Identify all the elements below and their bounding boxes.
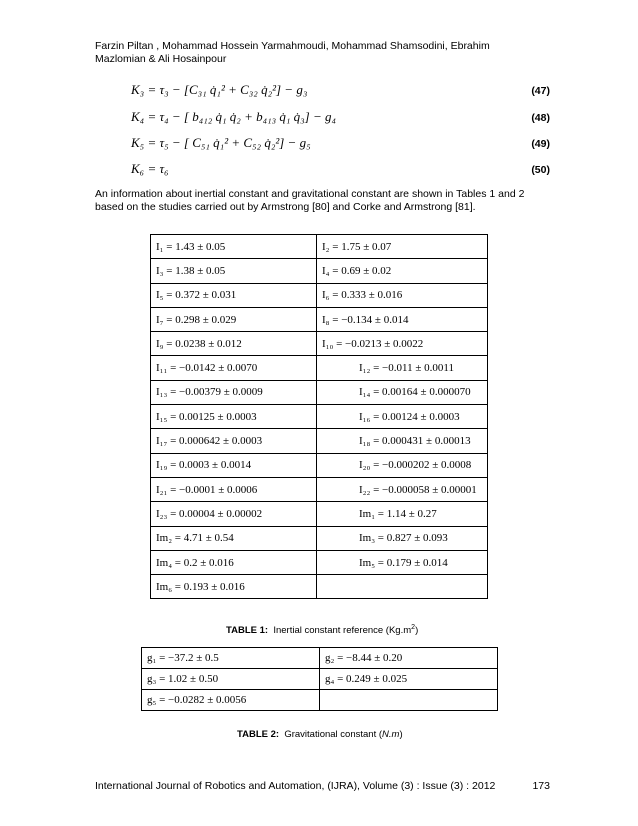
table1-caption-text: Inertial constant reference (Kg.m [273,625,412,637]
table-cell: I₅ = 0.372 ± 0.031 [151,283,317,307]
equation-number-47: (47) [531,85,550,97]
table-cell: I₈ = −0.134 ± 0.014 [317,307,488,331]
table-cell: I₁₁ = −0.0142 ± 0.0070 [151,356,317,380]
table-row [142,648,498,669]
table-cell: I₁₄ = 0.00164 ± 0.000070 [317,380,488,404]
table-cell: I₁₀ = −0.0213 ± 0.0022 [317,332,488,356]
table-cell: I₂ = 1.75 ± 0.07 [317,235,488,259]
equation-number-49: (49) [531,138,550,150]
equation-number-48: (48) [531,112,550,124]
table-row [151,307,488,331]
table-row [151,453,488,477]
table-row [142,690,498,711]
table2-caption-label: TABLE 2: [237,729,280,740]
table-row [151,429,488,453]
page-number: 173 [532,780,550,792]
table-cell: I₁₉ = 0.0003 ± 0.0014 [151,453,317,477]
table-row [151,575,488,599]
table-cell [320,690,498,711]
table-cell: g₂ = −8.44 ± 0.20 [320,648,498,669]
table-row [151,526,488,550]
table-row [151,259,488,283]
table-cell: I₁₂ = −0.011 ± 0.0011 [317,356,488,380]
table-row [151,550,488,574]
inertial-constants-table [150,234,488,599]
page-footer [95,780,550,792]
table1-caption-end: ) [415,625,419,637]
equation-48: K₄ = τ₄ − [ b₄₁₂ q̇₁ q̇₂ + b₄₁₃ q̇₁ q̇₃] − g₄ [131,109,337,124]
table-cell: Im₂ = 4.71 ± 0.54 [151,526,317,550]
table-cell: g₃ = 1.02 ± 0.50 [142,669,320,690]
table-cell: Im₄ = 0.2 ± 0.016 [151,550,317,574]
table-row [151,332,488,356]
equation-number-50: (50) [531,164,550,176]
table-cell: Im₆ = 0.193 ± 0.016 [151,575,317,599]
table-cell: I₄ = 0.69 ± 0.02 [317,259,488,283]
table-cell: g₅ = −0.0282 ± 0.0056 [142,690,320,711]
table-cell: I₆ = 0.333 ± 0.016 [317,283,488,307]
table-cell: I₂₁ = −0.0001 ± 0.0006 [151,477,317,501]
table-row [151,502,488,526]
equation-49: K₅ = τ₅ − [ C₅₁ q̇₁² + C₅₂ q̇₂²] − g₅ [131,135,311,150]
table-cell: I₂₀ = −0.000202 ± 0.0008 [317,453,488,477]
table-cell: I₁₆ = 0.00124 ± 0.0003 [317,405,488,429]
table1-caption-sup: 2 [411,624,416,631]
table1-caption [226,624,418,636]
table-cell: I₃ = 1.38 ± 0.05 [151,259,317,283]
table-cell: I₁₃ = −0.00379 ± 0.0009 [151,380,317,404]
table-cell [317,575,488,599]
table-cell: I₁₅ = 0.00125 ± 0.0003 [151,405,317,429]
table-cell: I₂₂ = −0.000058 ± 0.00001 [317,477,488,501]
table-row [151,405,488,429]
table2-caption-text: Gravitational constant ( [284,729,383,740]
table-cell: I₉ = 0.0238 ± 0.012 [151,332,317,356]
table-cell: I₂₃ = 0.00004 ± 0.00002 [151,502,317,526]
table-cell: I₁ = 1.43 ± 0.05 [151,235,317,259]
body-paragraph: An information about inertial constant and gravitational constant are shown in Tables 1 and 2 based on the studies carried out by Armstrong [80] and Corke and Armstrong [81]. [95,188,525,213]
running-header: Farzin Piltan , Mohammad Hossein Yarmahmoudi, Mohammad Shamsodini, Ebrahim Mazlomian & Ali Hosainpour [95,40,490,65]
table2-caption [237,729,403,740]
equation-50: K₆ = τ₆ [131,161,169,176]
table-cell: g₁ = −37.2 ± 0.5 [142,648,320,669]
table2-caption-unit: N.m [382,729,400,740]
table-cell: Im₃ = 0.827 ± 0.093 [317,526,488,550]
gravitational-constants-table [141,647,498,711]
equation-47: K₃ = τ₃ − [C₃₁ q̇₁² + C₃₂ q̇₂²] − g₃ [131,82,308,97]
table-row [142,669,498,690]
table2-caption-end: ) [399,729,403,740]
table-cell: I₁₇ = 0.000642 ± 0.0003 [151,429,317,453]
table-cell: I₁₈ = 0.000431 ± 0.00013 [317,429,488,453]
table1-caption-label: TABLE 1: [226,625,269,637]
table-row [151,235,488,259]
table-cell: Im₅ = 0.179 ± 0.014 [317,550,488,574]
table-cell: Im₁ = 1.14 ± 0.27 [317,502,488,526]
table-cell: I₇ = 0.298 ± 0.029 [151,307,317,331]
footer-journal: International Journal of Robotics and Automation, (IJRA), Volume (3) : Issue (3) : 2012 [95,780,496,792]
table-row [151,283,488,307]
table-cell: g₄ = 0.249 ± 0.025 [320,669,498,690]
table-row [151,477,488,501]
table-row [151,356,488,380]
table-row [151,380,488,404]
